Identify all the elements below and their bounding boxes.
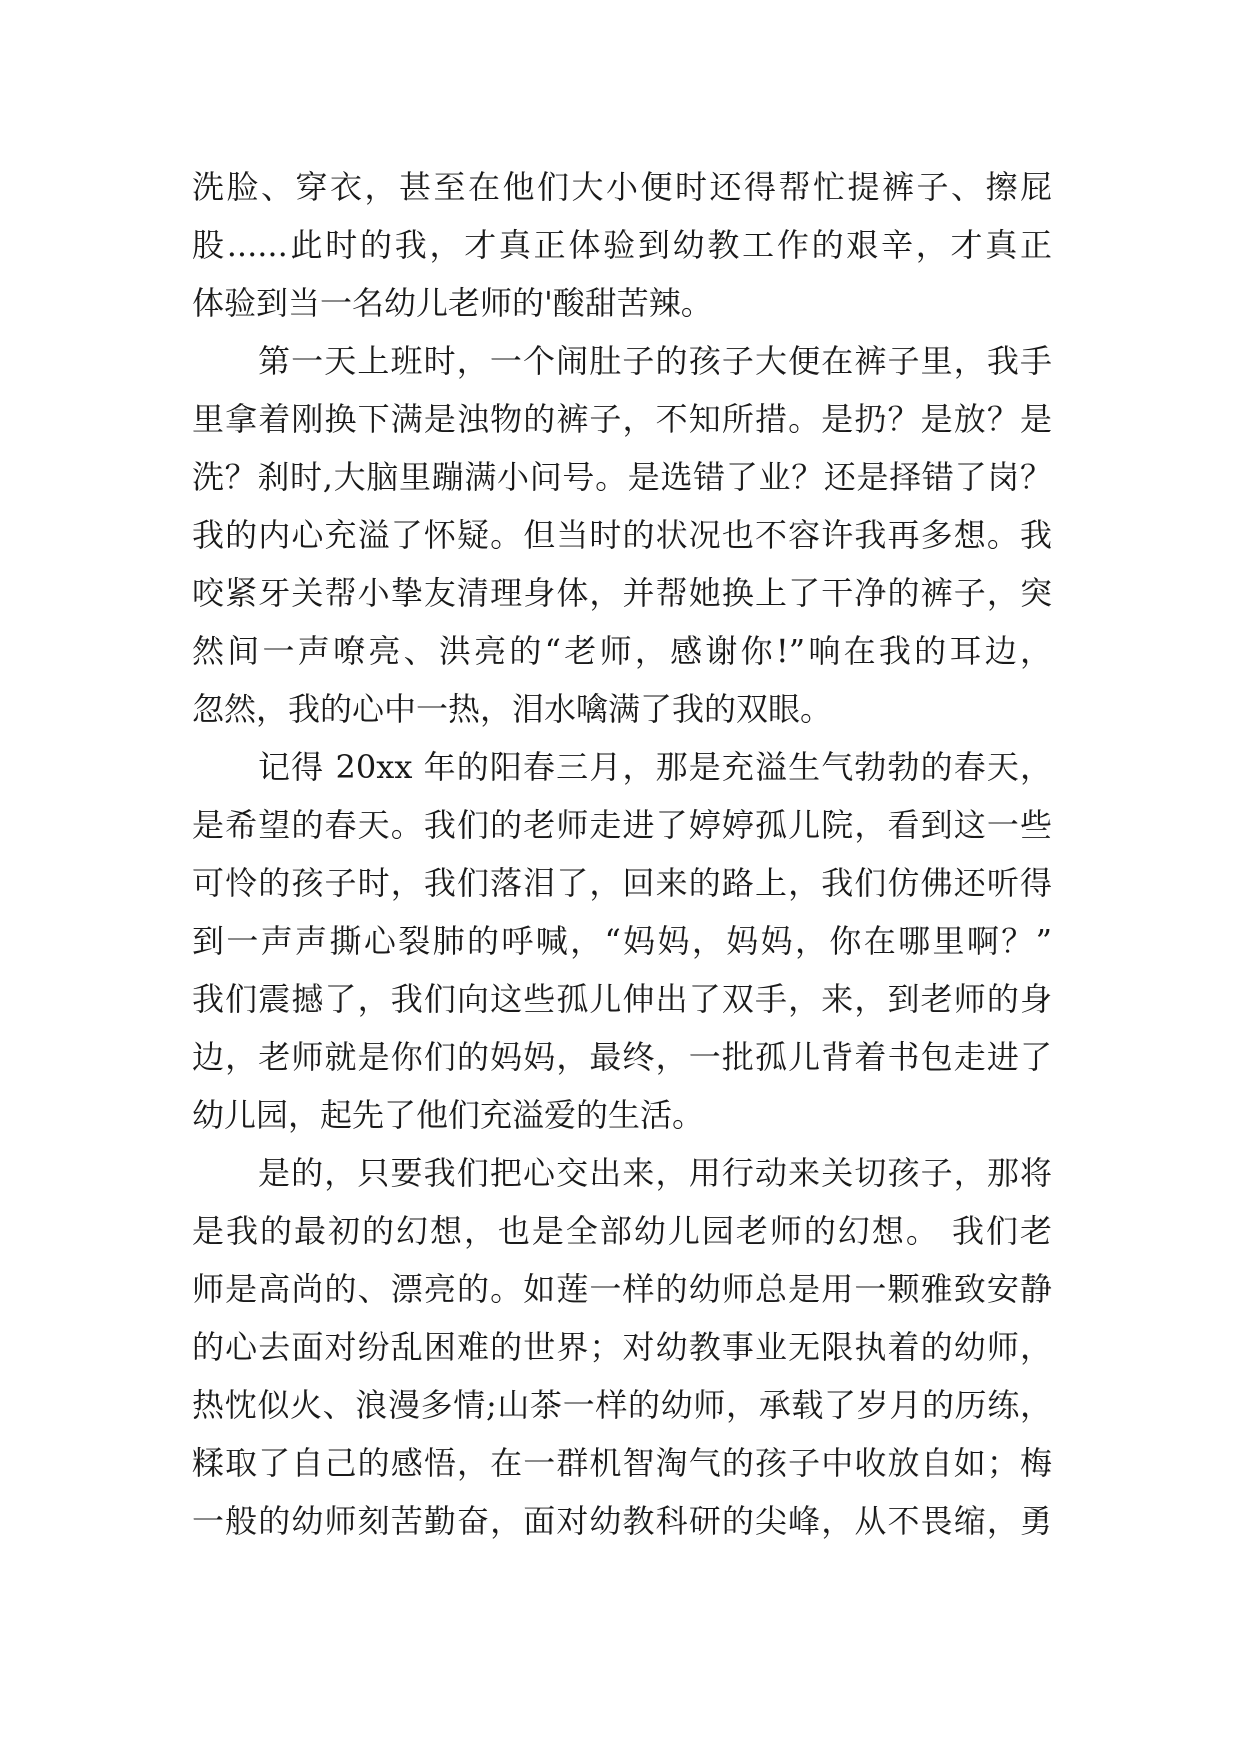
text-line: 幼儿园，起先了他们充溢爱的生活。 (192, 1096, 705, 1134)
text-line: 我的内心充溢了怀疑。但当时的状况也不容许我再多想。我 (192, 516, 1052, 554)
text-line: 热忱似火、浪漫多情;山茶一样的幼师，承载了岁月的历练， (192, 1386, 1052, 1424)
text-line: 是我的最初的幻想，也是全部幼儿园老师的幻想。 我们老 (192, 1212, 1052, 1250)
text-line: 洗？刹时,大脑里蹦满小问号。是选错了业？还是择错了岗？ (192, 458, 1052, 496)
text-line: 一般的幼师刻苦勤奋，面对幼教科研的尖峰，从不畏缩，勇 (192, 1502, 1052, 1540)
text-line: 糅取了自己的感悟，在一群机智淘气的孩子中收放自如；梅 (192, 1444, 1052, 1482)
text-line: 边，老师就是你们的妈妈，最终，一批孤儿背着书包走进了 (192, 1038, 1052, 1076)
text-line: 咬紧牙关帮小挚友清理身体，并帮她换上了干净的裤子，突 (192, 574, 1052, 612)
text-line: 然间一声嘹亮、洪亮的“老师，感谢你!”响在我的耳边， (192, 632, 1052, 670)
text-line: 里拿着刚换下满是浊物的裤子，不知所措。是扔？是放？是 (192, 400, 1052, 438)
text-line: 的心去面对纷乱困难的世界；对幼教事业无限执着的幼师， (192, 1328, 1052, 1366)
text-line: 忽然，我的心中一热，泪水噙满了我的双眼。 (192, 690, 833, 728)
text-line: 我们震撼了，我们向这些孤儿伸出了双手，来，到老师的身 (192, 980, 1052, 1018)
text-line: 第一天上班时，一个闹肚子的孩子大便在裤子里，我手 (258, 342, 1052, 380)
text-line: 是希望的春天。我们的老师走进了婷婷孤儿院，看到这一些 (192, 806, 1052, 844)
text-line: 记得 20xx 年的阳春三月，那是充溢生气勃勃的春天， (258, 748, 1052, 786)
text-line: 师是高尚的、漂亮的。如莲一样的幼师总是用一颗雅致安静 (192, 1270, 1052, 1308)
text-line: 是的，只要我们把心交出来，用行动来关切孩子，那将 (258, 1154, 1052, 1192)
body-text (192, 158, 1052, 1550)
text-line: 体验到当一名幼儿老师的'酸甜苦辣。 (192, 284, 713, 322)
text-line: 可怜的孩子时，我们落泪了，回来的路上，我们仿佛还听得 (192, 864, 1052, 902)
text-line: 洗脸、穿衣，甚至在他们大小便时还得帮忙提裤子、擦屁 (192, 168, 1052, 206)
text-line: 股......此时的我，才真正体验到幼教工作的艰辛，才真正 (192, 226, 1052, 264)
text-line: 到一声声撕心裂肺的呼喊，“妈妈，妈妈，你在哪里啊？” (192, 922, 1052, 960)
